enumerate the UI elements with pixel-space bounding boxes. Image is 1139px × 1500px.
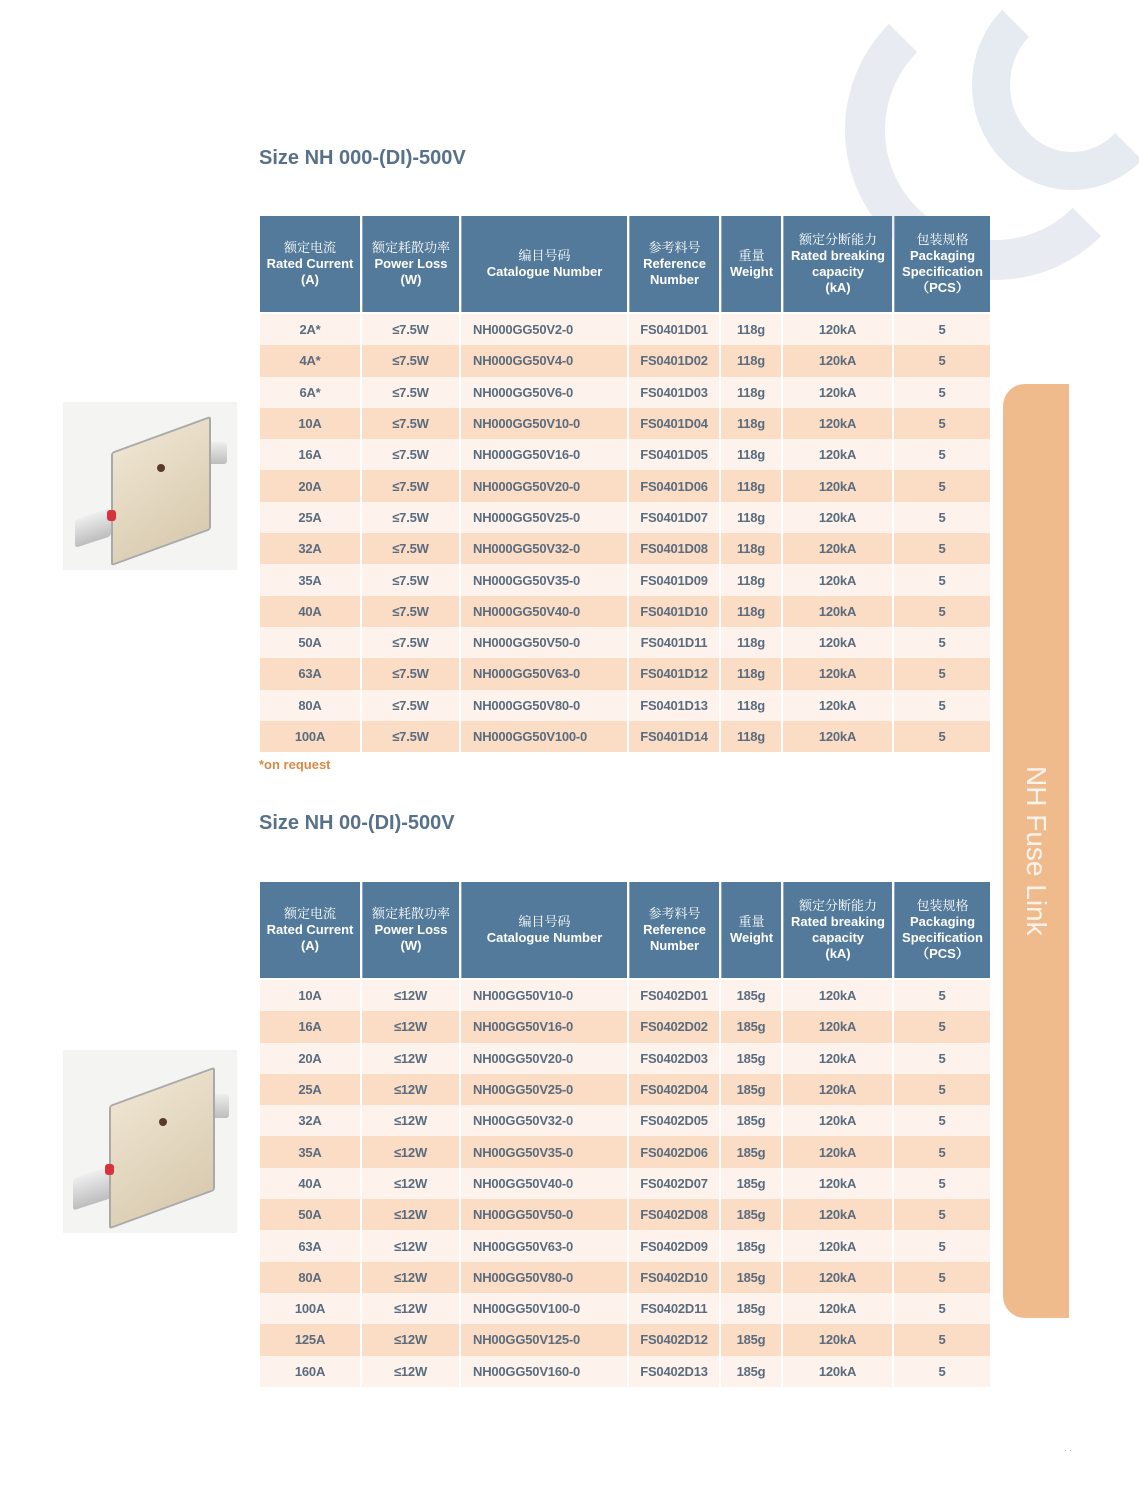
cell-catalogue-number: NH00GG50V80-0 <box>461 1262 627 1293</box>
col-reference: 参考料号 Reference Number <box>629 216 719 312</box>
fuse-body <box>111 416 211 566</box>
table-row <box>260 1043 990 1074</box>
cell-power-loss: ≤7.5W <box>362 470 459 501</box>
cell-rated-current: 10A <box>260 408 360 439</box>
col-catalogue: 编目号码 Catalogue Number <box>461 216 627 312</box>
cell-reference-number: FS0401D13 <box>629 690 719 721</box>
side-tab-text: NH Fuse Link <box>1021 766 1052 936</box>
cell-rated-current: 63A <box>260 1230 360 1261</box>
cell-breaking-capacity: 120kA <box>783 314 892 345</box>
cell-rated-current: 40A <box>260 596 360 627</box>
cell-breaking-capacity: 120kA <box>783 345 892 376</box>
cell-packaging: 5 <box>894 314 990 345</box>
cell-breaking-capacity: 120kA <box>783 1199 892 1230</box>
cell-power-loss: ≤7.5W <box>362 345 459 376</box>
cell-catalogue-number: NH00GG50V10-0 <box>461 980 627 1011</box>
cell-breaking-capacity: 120kA <box>783 1262 892 1293</box>
cell-power-loss: ≤7.5W <box>362 596 459 627</box>
col-power-loss: 额定耗散功率 Power Loss (W) <box>362 882 459 978</box>
cell-packaging: 5 <box>894 377 990 408</box>
table-body-nh000 <box>260 314 990 752</box>
table-row <box>260 1011 990 1042</box>
cell-reference-number: FS0402D06 <box>629 1136 719 1167</box>
col-catalogue: 编目号码 Catalogue Number <box>461 882 627 978</box>
cell-rated-current: 125A <box>260 1324 360 1355</box>
cell-catalogue-number: NH000GG50V6-0 <box>461 377 627 408</box>
cell-reference-number: FS0401D14 <box>629 721 719 752</box>
cell-packaging: 5 <box>894 690 990 721</box>
table-row <box>260 439 990 470</box>
cell-rated-current: 160A <box>260 1356 360 1387</box>
cell-breaking-capacity: 120kA <box>783 470 892 501</box>
cell-breaking-capacity: 120kA <box>783 1043 892 1074</box>
spec-table-nh000 <box>258 216 992 752</box>
cell-reference-number: FS0401D11 <box>629 627 719 658</box>
table-row <box>260 564 990 595</box>
cell-weight: 118g <box>721 658 781 689</box>
cell-catalogue-number: NH00GG50V35-0 <box>461 1136 627 1167</box>
cell-rated-current: 20A <box>260 1043 360 1074</box>
cell-packaging: 5 <box>894 502 990 533</box>
cell-power-loss: ≤7.5W <box>362 690 459 721</box>
cell-packaging: 5 <box>894 345 990 376</box>
table-row <box>260 658 990 689</box>
cell-reference-number: FS0402D08 <box>629 1199 719 1230</box>
cell-packaging: 5 <box>894 1043 990 1074</box>
table-header-row <box>260 216 990 312</box>
cell-breaking-capacity: 120kA <box>783 1230 892 1261</box>
cell-weight: 185g <box>721 1136 781 1167</box>
cell-rated-current: 40A <box>260 1168 360 1199</box>
cell-breaking-capacity: 120kA <box>783 408 892 439</box>
cell-weight: 185g <box>721 1199 781 1230</box>
cell-packaging: 5 <box>894 564 990 595</box>
table-body-nh00 <box>260 980 990 1387</box>
table-row <box>260 1199 990 1230</box>
cell-packaging: 5 <box>894 1356 990 1387</box>
cell-weight: 118g <box>721 470 781 501</box>
cell-catalogue-number: NH00GG50V20-0 <box>461 1043 627 1074</box>
col-rated-current: 额定电流 Rated Current (A) <box>260 216 360 312</box>
cell-catalogue-number: NH000GG50V20-0 <box>461 470 627 501</box>
side-tab-label <box>1003 384 1069 1318</box>
section-title-nh00: Size NH 00-(DI)-500V <box>259 812 455 834</box>
cell-weight: 185g <box>721 1043 781 1074</box>
cell-rated-current: 80A <box>260 690 360 721</box>
cell-reference-number: FS0402D11 <box>629 1293 719 1324</box>
cell-weight: 185g <box>721 1168 781 1199</box>
cell-breaking-capacity: 120kA <box>783 1074 892 1105</box>
col-reference: 参考料号 Reference Number <box>629 882 719 978</box>
cell-catalogue-number: NH00GG50V32-0 <box>461 1105 627 1136</box>
cell-power-loss: ≤12W <box>362 980 459 1011</box>
cell-reference-number: FS0401D02 <box>629 345 719 376</box>
cell-catalogue-number: NH000GG50V50-0 <box>461 627 627 658</box>
cell-reference-number: FS0402D05 <box>629 1105 719 1136</box>
cell-catalogue-number: NH000GG50V16-0 <box>461 439 627 470</box>
cell-breaking-capacity: 120kA <box>783 502 892 533</box>
cell-breaking-capacity: 120kA <box>783 690 892 721</box>
cell-catalogue-number: NH000GG50V80-0 <box>461 690 627 721</box>
cell-breaking-capacity: 120kA <box>783 627 892 658</box>
cell-power-loss: ≤12W <box>362 1011 459 1042</box>
cell-packaging: 5 <box>894 470 990 501</box>
cell-weight: 118g <box>721 314 781 345</box>
section-title-nh000: Size NH 000-(DI)-500V <box>259 147 466 169</box>
cell-power-loss: ≤12W <box>362 1043 459 1074</box>
cell-weight: 185g <box>721 1105 781 1136</box>
cell-packaging: 5 <box>894 533 990 564</box>
cell-rated-current: 63A <box>260 658 360 689</box>
cell-power-loss: ≤7.5W <box>362 627 459 658</box>
cell-catalogue-number: NH000GG50V2-0 <box>461 314 627 345</box>
cell-breaking-capacity: 120kA <box>783 1324 892 1355</box>
cell-reference-number: FS0401D09 <box>629 564 719 595</box>
cell-weight: 118g <box>721 408 781 439</box>
cell-power-loss: ≤7.5W <box>362 721 459 752</box>
cell-power-loss: ≤12W <box>362 1199 459 1230</box>
cell-reference-number: FS0402D07 <box>629 1168 719 1199</box>
cell-breaking-capacity: 120kA <box>783 1168 892 1199</box>
cell-power-loss: ≤12W <box>362 1356 459 1387</box>
table-row <box>260 627 990 658</box>
cell-reference-number: FS0401D03 <box>629 377 719 408</box>
cell-rated-current: 20A <box>260 470 360 501</box>
cell-power-loss: ≤7.5W <box>362 408 459 439</box>
col-breaking-capacity: 额定分断能力 Rated breaking capacity (kA) <box>783 216 892 312</box>
cell-breaking-capacity: 120kA <box>783 564 892 595</box>
cell-reference-number: FS0402D10 <box>629 1262 719 1293</box>
cell-weight: 118g <box>721 627 781 658</box>
cell-weight: 118g <box>721 690 781 721</box>
cell-reference-number: FS0401D12 <box>629 658 719 689</box>
col-packaging: 包装规格 Packaging Specification （PCS） <box>894 882 990 978</box>
cell-power-loss: ≤12W <box>362 1262 459 1293</box>
cell-breaking-capacity: 120kA <box>783 377 892 408</box>
table-row <box>260 1074 990 1105</box>
cell-catalogue-number: NH000GG50V4-0 <box>461 345 627 376</box>
cell-breaking-capacity: 120kA <box>783 1293 892 1324</box>
cell-weight: 118g <box>721 345 781 376</box>
cell-reference-number: FS0402D13 <box>629 1356 719 1387</box>
cell-catalogue-number: NH00GG50V25-0 <box>461 1074 627 1105</box>
cell-rated-current: 32A <box>260 1105 360 1136</box>
cell-rated-current: 50A <box>260 1199 360 1230</box>
cell-weight: 118g <box>721 439 781 470</box>
cell-reference-number: FS0401D06 <box>629 470 719 501</box>
cell-reference-number: FS0401D04 <box>629 408 719 439</box>
cell-packaging: 5 <box>894 627 990 658</box>
cell-rated-current: 2A* <box>260 314 360 345</box>
cell-weight: 118g <box>721 564 781 595</box>
cell-reference-number: FS0402D12 <box>629 1324 719 1355</box>
cell-packaging: 5 <box>894 1199 990 1230</box>
cell-reference-number: FS0402D09 <box>629 1230 719 1261</box>
table-row <box>260 345 990 376</box>
cell-packaging: 5 <box>894 1074 990 1105</box>
cell-weight: 185g <box>721 980 781 1011</box>
cell-power-loss: ≤12W <box>362 1230 459 1261</box>
footnote-on-request: *on request <box>259 757 331 772</box>
cell-catalogue-number: NH000GG50V10-0 <box>461 408 627 439</box>
cell-packaging: 5 <box>894 439 990 470</box>
cell-catalogue-number: NH00GG50V50-0 <box>461 1199 627 1230</box>
cell-packaging: 5 <box>894 1262 990 1293</box>
fuse-hole <box>157 464 165 472</box>
cell-packaging: 5 <box>894 1230 990 1261</box>
cell-reference-number: FS0402D04 <box>629 1074 719 1105</box>
cell-rated-current: 25A <box>260 502 360 533</box>
cell-weight: 118g <box>721 721 781 752</box>
cell-packaging: 5 <box>894 1168 990 1199</box>
cell-packaging: 5 <box>894 721 990 752</box>
cell-breaking-capacity: 120kA <box>783 439 892 470</box>
cell-power-loss: ≤7.5W <box>362 658 459 689</box>
table-row <box>260 1324 990 1355</box>
cell-weight: 185g <box>721 1356 781 1387</box>
cell-breaking-capacity: 120kA <box>783 1356 892 1387</box>
cell-catalogue-number: NH000GG50V32-0 <box>461 533 627 564</box>
table-header-row <box>260 882 990 978</box>
table-row <box>260 408 990 439</box>
fuse-body <box>109 1067 215 1230</box>
cell-power-loss: ≤12W <box>362 1136 459 1167</box>
fuse-blade <box>75 508 111 548</box>
cell-rated-current: 35A <box>260 1136 360 1167</box>
cell-reference-number: FS0402D03 <box>629 1043 719 1074</box>
cell-breaking-capacity: 120kA <box>783 533 892 564</box>
cell-weight: 118g <box>721 377 781 408</box>
cell-rated-current: 80A <box>260 1262 360 1293</box>
cell-catalogue-number: NH00GG50V160-0 <box>461 1356 627 1387</box>
cell-rated-current: 6A* <box>260 377 360 408</box>
table-row <box>260 470 990 501</box>
table-row <box>260 502 990 533</box>
cell-rated-current: 4A* <box>260 345 360 376</box>
cell-packaging: 5 <box>894 1324 990 1355</box>
cell-reference-number: FS0401D08 <box>629 533 719 564</box>
cell-breaking-capacity: 120kA <box>783 1105 892 1136</box>
cell-rated-current: 10A <box>260 980 360 1011</box>
table-row <box>260 1230 990 1261</box>
table-row <box>260 596 990 627</box>
cell-weight: 185g <box>721 1293 781 1324</box>
cell-catalogue-number: NH00GG50V100-0 <box>461 1293 627 1324</box>
cell-catalogue-number: NH00GG50V16-0 <box>461 1011 627 1042</box>
cell-catalogue-number: NH00GG50V63-0 <box>461 1230 627 1261</box>
cell-power-loss: ≤12W <box>362 1168 459 1199</box>
cell-breaking-capacity: 120kA <box>783 658 892 689</box>
table-row <box>260 314 990 345</box>
cell-rated-current: 32A <box>260 533 360 564</box>
cell-weight: 185g <box>721 1324 781 1355</box>
col-power-loss: 额定耗散功率 Power Loss (W) <box>362 216 459 312</box>
table-row <box>260 1136 990 1167</box>
cell-weight: 185g <box>721 1262 781 1293</box>
table-row <box>260 690 990 721</box>
cell-packaging: 5 <box>894 980 990 1011</box>
table-row <box>260 1293 990 1324</box>
cell-rated-current: 16A <box>260 439 360 470</box>
cell-breaking-capacity: 120kA <box>783 1011 892 1042</box>
cell-weight: 185g <box>721 1230 781 1261</box>
cell-catalogue-number: NH000GG50V63-0 <box>461 658 627 689</box>
fuse-hole <box>159 1118 167 1126</box>
table-row <box>260 980 990 1011</box>
product-image-nh000 <box>63 402 237 570</box>
table-row <box>260 1105 990 1136</box>
table-row <box>260 1168 990 1199</box>
cell-rated-current: 35A <box>260 564 360 595</box>
fuse-indicator <box>107 510 116 521</box>
spec-table-nh00 <box>258 882 992 1387</box>
cell-catalogue-number: NH00GG50V125-0 <box>461 1324 627 1355</box>
cell-breaking-capacity: 120kA <box>783 980 892 1011</box>
cell-breaking-capacity: 120kA <box>783 721 892 752</box>
cell-packaging: 5 <box>894 1293 990 1324</box>
cell-weight: 185g <box>721 1011 781 1042</box>
table-row <box>260 377 990 408</box>
cell-rated-current: 25A <box>260 1074 360 1105</box>
cell-catalogue-number: NH000GG50V100-0 <box>461 721 627 752</box>
cell-weight: 118g <box>721 596 781 627</box>
cell-power-loss: ≤7.5W <box>362 564 459 595</box>
cell-reference-number: FS0401D10 <box>629 596 719 627</box>
cell-weight: 185g <box>721 1074 781 1105</box>
cell-power-loss: ≤7.5W <box>362 502 459 533</box>
page-number-mark: · · <box>1064 1446 1072 1455</box>
table-row <box>260 721 990 752</box>
cell-packaging: 5 <box>894 1136 990 1167</box>
cell-catalogue-number: NH00GG50V40-0 <box>461 1168 627 1199</box>
cell-breaking-capacity: 120kA <box>783 596 892 627</box>
cell-weight: 118g <box>721 502 781 533</box>
cell-catalogue-number: NH000GG50V25-0 <box>461 502 627 533</box>
cell-power-loss: ≤12W <box>362 1074 459 1105</box>
cell-packaging: 5 <box>894 1011 990 1042</box>
col-breaking-capacity: 额定分断能力 Rated breaking capacity (kA) <box>783 882 892 978</box>
cell-reference-number: FS0402D02 <box>629 1011 719 1042</box>
col-weight: 重量 Weight <box>721 882 781 978</box>
table-row <box>260 533 990 564</box>
fuse-indicator <box>105 1164 114 1175</box>
cell-power-loss: ≤7.5W <box>362 314 459 345</box>
cell-packaging: 5 <box>894 596 990 627</box>
col-packaging: 包装规格 Packaging Specification （PCS） <box>894 216 990 312</box>
cell-rated-current: 100A <box>260 1293 360 1324</box>
table-row <box>260 1356 990 1387</box>
col-weight: 重量 Weight <box>721 216 781 312</box>
cell-power-loss: ≤7.5W <box>362 377 459 408</box>
cell-power-loss: ≤7.5W <box>362 533 459 564</box>
col-rated-current: 额定电流 Rated Current (A) <box>260 882 360 978</box>
cell-breaking-capacity: 120kA <box>783 1136 892 1167</box>
cell-reference-number: FS0401D07 <box>629 502 719 533</box>
cell-rated-current: 50A <box>260 627 360 658</box>
cell-packaging: 5 <box>894 658 990 689</box>
cell-packaging: 5 <box>894 1105 990 1136</box>
table-row <box>260 1262 990 1293</box>
cell-reference-number: FS0402D01 <box>629 980 719 1011</box>
cell-power-loss: ≤12W <box>362 1293 459 1324</box>
cell-rated-current: 100A <box>260 721 360 752</box>
cell-catalogue-number: NH000GG50V40-0 <box>461 596 627 627</box>
cell-power-loss: ≤12W <box>362 1324 459 1355</box>
cell-catalogue-number: NH000GG50V35-0 <box>461 564 627 595</box>
cell-weight: 118g <box>721 533 781 564</box>
cell-reference-number: FS0401D05 <box>629 439 719 470</box>
cell-power-loss: ≤7.5W <box>362 439 459 470</box>
cell-rated-current: 16A <box>260 1011 360 1042</box>
cell-reference-number: FS0401D01 <box>629 314 719 345</box>
cell-power-loss: ≤12W <box>362 1105 459 1136</box>
product-image-nh00 <box>63 1050 237 1233</box>
cell-packaging: 5 <box>894 408 990 439</box>
